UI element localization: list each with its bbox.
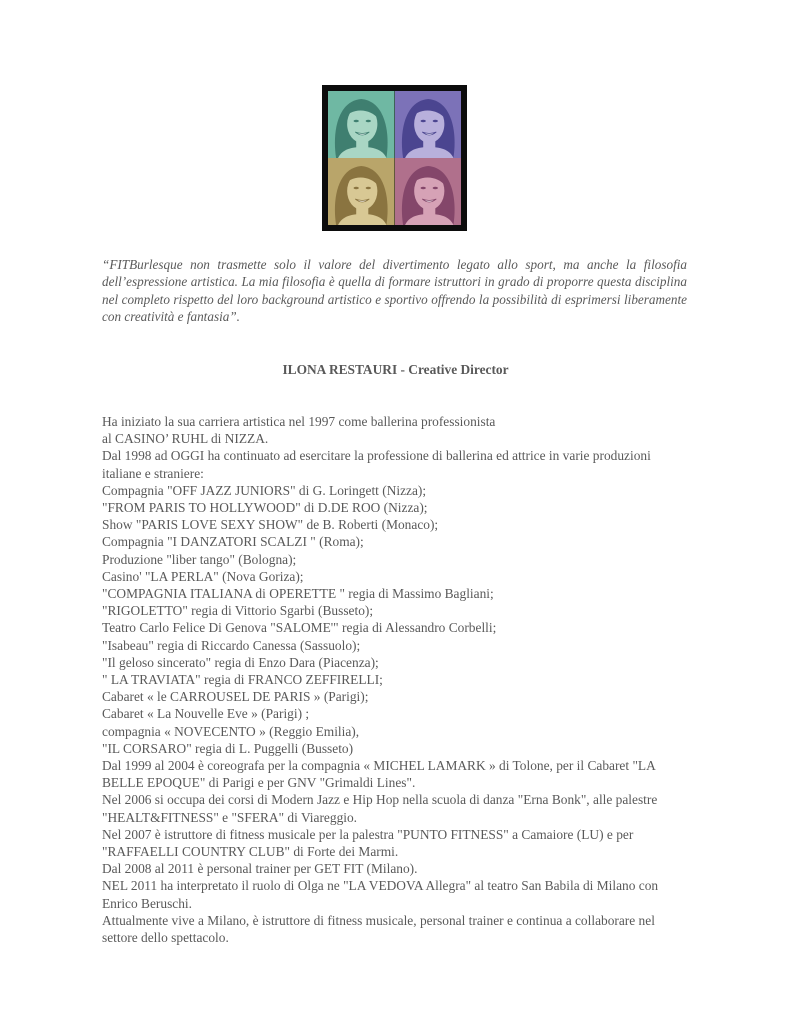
portrait-tile (395, 158, 462, 225)
bio-line: compagnia « NOVECENTO » (Reggio Emilia), (102, 723, 360, 739)
bio-line: Teatro Carlo Felice Di Genova "SALOME'" regia di Alessandro Corbelli; (102, 620, 497, 636)
bio-line: Compagnia "I DANZATORI SCALZI " (Roma); (102, 534, 364, 550)
bio-line: Dal 2008 al 2011 è personal trainer per GET FIT (Milano). (102, 861, 418, 877)
philosophy-quote: “FITBurlesque non trasmette solo il valore del divertimento legato allo sport, ma anche la filosofia dell’espressione artistica. La mia filosofia è quella di formare istruttori in grado di proporre questa disciplina nel completo rispetto del loro background artistico e sportivo offrendo la possibilità di esprimersi liberamente con creatività e fantasia”. (102, 257, 687, 325)
bio-line: Cabaret « La Nouvelle Eve » (Parigi) ; (102, 706, 310, 722)
bio-line: "COMPAGNIA ITALIANA di OPERETTE " regia di Massimo Bagliani; (102, 586, 494, 602)
bio-line: "Isabeau" regia di Riccardo Canessa (Sassuolo); (102, 637, 361, 653)
portrait-tile (328, 91, 395, 158)
portrait-face-icon (328, 91, 395, 158)
bio-line: Compagnia "OFF JAZZ JUNIORS" di G. Loringett (Nizza); (102, 482, 427, 498)
bio-line: Dal 1999 al 2004 è coreografa per la compagnia « MICHEL LAMARK » di Tolone, per il Cabaret "LA (102, 758, 656, 774)
bio-line: Show "PARIS LOVE SEXY SHOW" de B. Roberti (Monaco); (102, 517, 439, 533)
bio-line: Enrico Beruschi. (102, 895, 192, 911)
bio-line: "Il geloso sincerato" regia di Enzo Dara (Piacenza); (102, 654, 379, 670)
bio-line: BELLE EPOQUE" di Parigi e per GNV "Grimaldi Lines". (102, 775, 416, 791)
bio-line: Nel 2007 è istruttore di fitness musicale per la palestra "PUNTO FITNESS" a Camaiore (LU) e per (102, 826, 634, 842)
bio-line: italiane e straniere: (102, 465, 204, 481)
bio-line: settore dello spettacolo. (102, 930, 229, 946)
bio-line: Attualmente vive a Milano, è istruttore di fitness musicale, personal trainer e continua a collaborare nel (102, 912, 655, 928)
bio-line: "RAFFAELLI COUNTRY CLUB" di Forte dei Marmi. (102, 844, 399, 860)
director-heading: ILONA RESTAURI - Creative Director (282, 362, 509, 377)
bio-line: "IL CORSARO" regia di L. Puggelli (Busseto) (102, 740, 354, 756)
bio-line: Casino' "LA PERLA" (Nova Goriza); (102, 568, 304, 584)
bio-line: Dal 1998 ad OGGI ha continuato ad esercitare la professione di ballerina ed attrice in varie produzioni (102, 448, 651, 464)
portrait-tile (328, 158, 395, 225)
bio-line: Produzione "liber tango" (Bologna); (102, 551, 297, 567)
bio-line: Ha iniziato la sua carriera artistica nel 1997 come ballerina professionista (102, 414, 496, 429)
photo-tiles (328, 91, 461, 225)
bio-line: NEL 2011 ha interpretato il ruolo di Olga ne "LA VEDOVA Allegra" al teatro San Babila di Milano con (102, 878, 659, 894)
bio-line: Nel 2006 si occupa dei corsi di Modern Jazz e Hip Hop nella scuola di danza "Erna Bonk", alle palestre (102, 792, 658, 808)
portrait-face-icon (395, 158, 462, 225)
bio-line: Cabaret « le CARROUSEL DE PARIS » (Parigi); (102, 689, 369, 705)
bio-line: " LA TRAVIATA" regia di FRANCO ZEFFIRELLI; (102, 672, 383, 688)
bio-line: "FROM PARIS TO HOLLYWOOD" di D.DE ROO (Nizza); (102, 500, 428, 516)
portrait-photo-grid (322, 85, 467, 231)
portrait-face-icon (395, 91, 462, 158)
biography-text (102, 413, 702, 946)
bio-line: "RIGOLETTO" regia di Vittorio Sgarbi (Busseto); (102, 603, 374, 619)
bio-line: "HEALT&FITNESS" e "SFERA" di Viareggio. (102, 809, 358, 825)
bio-line: al CASINO’ RUHL di NIZZA. (102, 431, 269, 447)
portrait-face-icon (328, 158, 395, 225)
portrait-tile (395, 91, 462, 158)
